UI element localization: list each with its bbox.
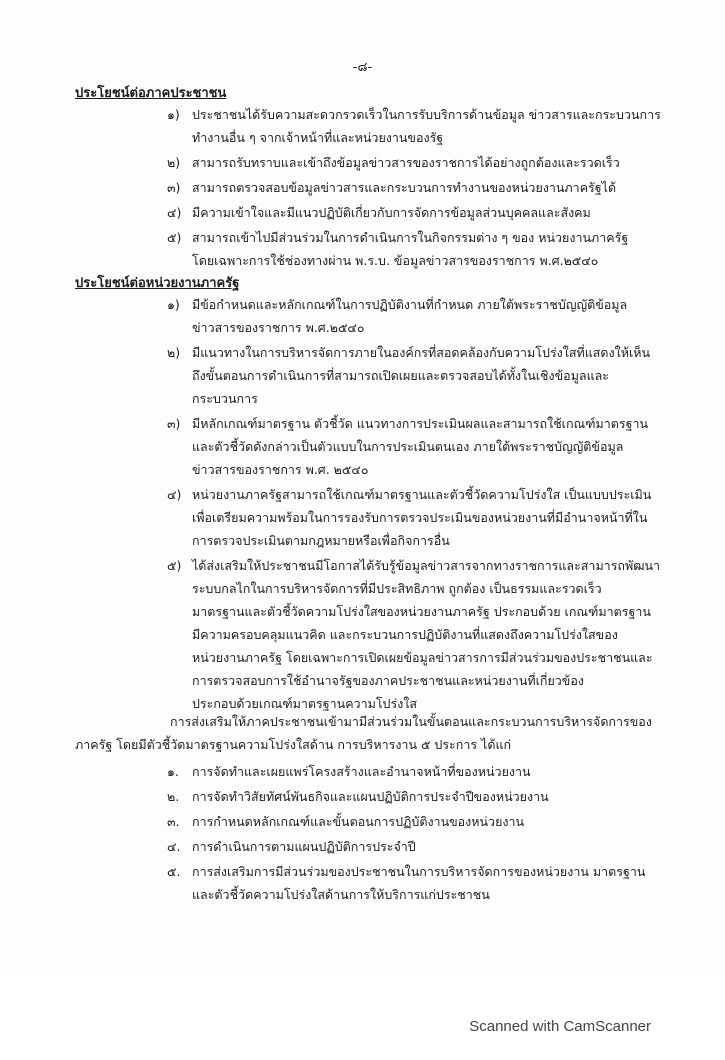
list-item	[167, 412, 667, 481]
scanner-watermark: Scanned with CamScanner	[469, 1018, 651, 1035]
item-number: ๓)	[167, 180, 181, 195]
item-text-line: และตัวชี้วัดความโปร่งใสด้านการให้บริการแก่ประชาชน	[192, 887, 490, 902]
item-number: ๒)	[167, 345, 181, 360]
list-item	[167, 760, 667, 783]
list-item	[167, 810, 667, 833]
item-number: ๕)	[167, 230, 182, 245]
item-text-line: สามารถรับทราบและเข้าถึงข้อมูลข่าวสารของราชการได้อย่างถูกต้องและรวดเร็ว	[192, 155, 620, 170]
list-item	[167, 554, 667, 715]
public-benefits-list	[167, 103, 667, 274]
item-text-line: มีแนวทางในการบริหารจัดการภายในองค์กรที่สอดคล้องกับความโปร่งใสที่แสดงให้เห็น	[192, 345, 651, 360]
item-text-line: ประชาชนได้รับความสะดวกรวดเร็วในการรับบริการด้านข้อมูล ข่าวสารและกระบวนการ	[192, 107, 661, 122]
list-item	[167, 151, 667, 174]
item-text-line: ระบบกลไกในการบริหารจัดการที่มีประสิทธิภาพ ถูกต้อง เป็นธรรมและรวดเร็ว	[192, 581, 602, 596]
item-text-line: สามารถตรวจสอบข้อมูลข่าวสารและกระบวนการทำงานของหน่วยงานภาครัฐได้	[192, 180, 617, 195]
item-text-line: ทำงานอื่น ๆ จากเจ้าหน้าที่และหน่วยงานของรัฐ	[192, 130, 444, 145]
item-text-line: การดำเนินการตามแผนปฏิบัติการประจำปี	[192, 839, 416, 854]
item-text-line: มีความครอบคลุมแนวคิด และกระบวนการปฏิบัติงานที่แสดงถึงความโปร่งใสของ	[192, 627, 618, 642]
item-text-line: ข่าวสารของราชการ พ.ศ.๒๕๔๐	[192, 320, 365, 335]
list-item	[167, 176, 667, 199]
item-text-line: การตรวจสอบการใช้อำนาจรัฐของภาคประชาชนและหน่วยงานที่เกี่ยวข้อง	[192, 673, 584, 688]
government-benefits-list	[167, 293, 667, 717]
item-text-line: และตัวชี้วัดดังกล่าวเป็นตัวแบบในการประเมินตนเอง ภายใต้พระราชบัญญัติข้อมูล	[192, 439, 624, 454]
list-item	[167, 860, 667, 906]
item-text-line: การจัดทำและเผยแพร่โครงสร้างและอำนาจหน้าที่ของหน่วยงาน	[192, 764, 531, 779]
item-number: ๓)	[167, 416, 181, 431]
item-text-line: มาตรฐานและตัวชี้วัดความโปร่งใสของหน่วยงานภาครัฐ ประกอบด้วย เกณฑ์มาตรฐาน	[192, 604, 651, 619]
item-number: ๓.	[167, 814, 180, 829]
item-number: ๒)	[167, 155, 181, 170]
section-heading-government: ประโยชน์ต่อหน่วยงานภาครัฐ	[75, 276, 240, 291]
item-text-line: สามารถเข้าไปมีส่วนร่วมในการดำเนินการในกิจกรรมต่าง ๆ ของ หน่วยงานภาครัฐ	[192, 230, 629, 245]
paragraph-line: การส่งเสริมให้ภาคประชาชนเข้ามามีส่วนร่วมในขั้นตอนและกระบวนการบริหารจัดการของ	[170, 714, 652, 729]
list-item	[167, 341, 667, 410]
item-number: ๔)	[167, 487, 182, 502]
item-text-line: การจัดทำวิสัยทัศน์พันธกิจและแผนปฏิบัติการประจำปีของหน่วยงาน	[192, 789, 549, 804]
list-item	[167, 103, 667, 149]
item-text-line: การส่งเสริมการมีส่วนร่วมของประชาชนในการบริหารจัดการของหน่วยงาน มาตรฐาน	[192, 864, 646, 879]
item-text-line: การกำหนดหลักเกณฑ์และขั้นตอนการปฏิบัติงานของหน่วยงาน	[192, 814, 525, 829]
list-item	[167, 226, 667, 272]
transparency-indicators-list	[167, 760, 667, 908]
list-item	[167, 201, 667, 224]
item-number: ๑.	[167, 764, 179, 779]
item-number: ๕)	[167, 558, 182, 573]
body-paragraph	[75, 710, 665, 756]
item-number: ๕.	[167, 864, 181, 879]
item-text-line: มีความเข้าใจและมีแนวปฏิบัติเกี่ยวกับการจัดการข้อมูลส่วนบุคคลและสังคม	[192, 205, 591, 220]
list-item	[167, 293, 667, 339]
list-item	[167, 785, 667, 808]
item-text-line: ถึงขั้นตอนการดำเนินการที่สามารถเปิดเผยและตรวจสอบได้ทั้งในเชิงข้อมูลและ	[192, 368, 610, 383]
item-number: ๑)	[167, 297, 180, 312]
item-number: ๒.	[167, 789, 180, 804]
item-text-line: การตรวจประเมินตามกฎหมายหรือเพื่อกิจการอื่น	[192, 533, 450, 548]
item-text-line: ข่าวสารของราชการ พ.ศ. ๒๕๔๐	[192, 462, 369, 477]
item-number: ๑)	[167, 107, 180, 122]
item-text-line: โดยเฉพาะการใช้ช่องทางผ่าน พ.ร.บ. ข้อมูลข่าวสารของราชการ พ.ศ.๒๕๔๐	[192, 253, 599, 268]
item-number: ๔.	[167, 839, 181, 854]
list-item	[167, 483, 667, 552]
item-text-line: ได้ส่งเสริมให้ประชาชนมีโอกาสได้รับรู้ข้อมูลข่าวสารจากทางราชการและสามารถพัฒนา	[192, 558, 661, 573]
list-item	[167, 835, 667, 858]
item-text-line: มีหลักเกณฑ์มาตรฐาน ตัวชี้วัด แนวทางการประเมินผลและสามารถใช้เกณฑ์มาตรฐาน	[192, 416, 649, 431]
page-number: -๘-	[352, 60, 373, 75]
item-text-line: เพื่อเตรียมความพร้อมในการรองรับการตรวจประเมินของหน่วยงานที่มีอำนาจหน้าที่ใน	[192, 510, 648, 525]
item-text-line: มีข้อกำหนดและหลักเกณฑ์ในการปฏิบัติงานที่กำหนด ภายใต้พระราชบัญญัติข้อมูล	[192, 297, 628, 312]
item-text-line: ประกอบด้วยเกณฑ์มาตรฐานความโปร่งใส	[192, 696, 418, 711]
item-text-line: หน่วยงานภาครัฐ โดยเฉพาะการเปิดเผยข้อมูลข่าวสารการมีส่วนร่วมของประชาชนและ	[192, 650, 653, 665]
section-heading-public: ประโยชน์ต่อภาคประชาชน	[75, 86, 227, 101]
item-text-line: หน่วยงานภาครัฐสามารถใช้เกณฑ์มาตรฐานและตัวชี้วัดความโปร่งใส เป็นแบบประเมิน	[192, 487, 652, 502]
item-text-line: กระบวนการ	[192, 391, 258, 406]
paragraph-line: ภาครัฐ โดยมีตัวชี้วัดมาตรฐานความโปร่งใสด้าน การบริหารงาน ๕ ประการ ได้แก่	[75, 737, 512, 752]
item-number: ๔)	[167, 205, 182, 220]
